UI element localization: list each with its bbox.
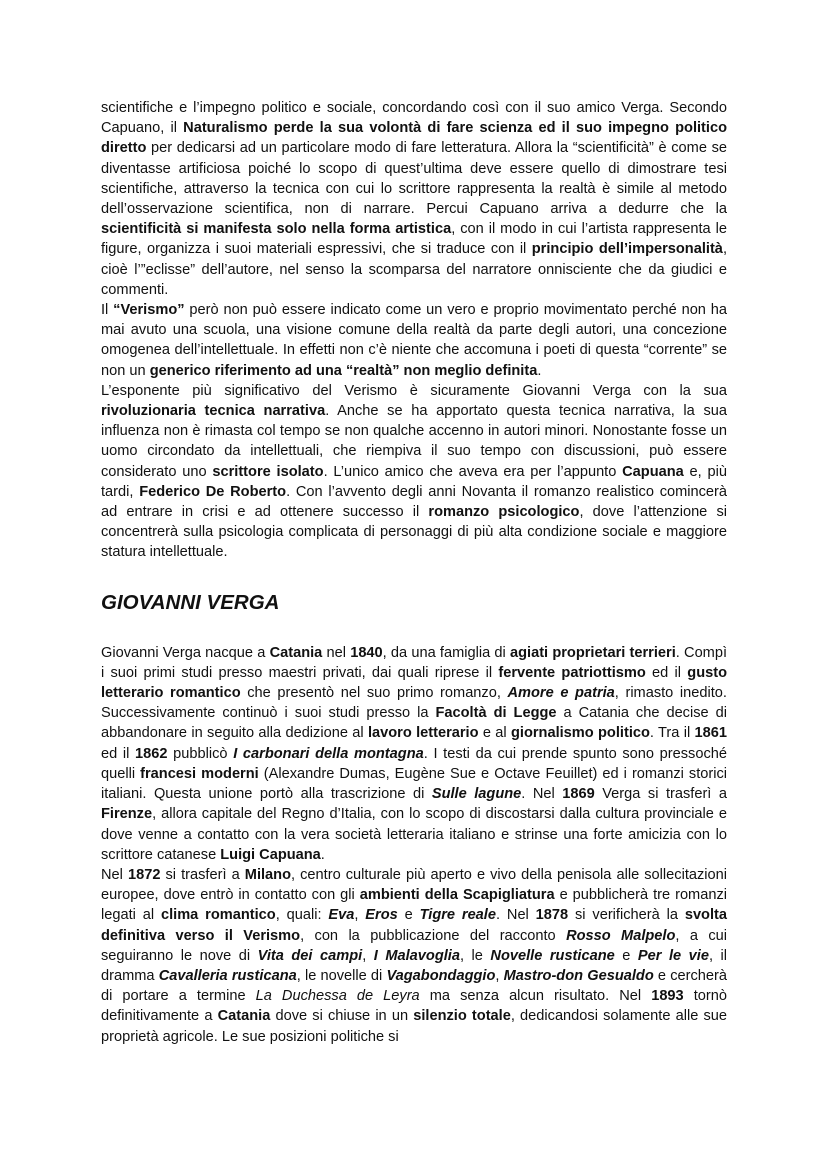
- paragraph: [101, 98, 727, 300]
- bold-italic-text: I carbonari della montagna: [233, 745, 424, 762]
- text-run: , con la pubblicazione del racconto: [300, 927, 567, 944]
- text-run: , dove l’attenzione si concentrerà sulla psicologia complicata di personaggi di più alta condizione sociale e maggiore statura intellettuale.: [101, 504, 727, 561]
- text-run: , allora capitale del Regno d’Italia, con lo scopo di discostarsi dalla cultura provinciale e dove venne a contatto con la vera società letteraria italiano e strinse una forte amicizia con lo scrittore catanese: [101, 806, 727, 863]
- bold-text: 1878: [535, 907, 569, 924]
- text-run: ,: [354, 907, 366, 924]
- text-run: nel: [322, 644, 351, 661]
- text-run: L’esponente più significativo del Verismo è sicuramente Giovanni Verga con la sua: [101, 382, 727, 399]
- document-body: [101, 98, 727, 1047]
- bold-text: 1840: [350, 644, 383, 661]
- bold-text: Milano: [244, 866, 291, 883]
- text-run: dove si chiuse in un: [270, 1008, 414, 1025]
- text-run: Verga si trasferì a: [594, 786, 727, 803]
- bold-italic-text: Rosso Malpelo: [566, 927, 676, 944]
- bold-text: francesi moderni: [140, 765, 259, 782]
- text-run: . Tra il: [649, 725, 695, 742]
- bold-italic-text: Vagabondaggio: [386, 967, 496, 984]
- bold-text: 1893: [651, 988, 684, 1005]
- bold-italic-text: Eva: [328, 907, 355, 924]
- bold-text: clima romantico: [160, 907, 276, 924]
- text-run: e: [614, 947, 638, 964]
- text-run: , a cui seguiranno le nove di: [101, 927, 727, 964]
- bold-text: ambienti della Scapigliatura: [359, 887, 555, 904]
- text-run: . Anche se ha apportato questa tecnica narrativa, la sua influenza non è rimasta col tempo se non qualche accenno in autori minori. Nonostante fosse un uomo circondato da intellettuali, che riempiva il suo tempo con discussioni, può essere considerato uno: [101, 403, 727, 480]
- text-run: però non può essere indicato come un vero e proprio movimentato perché non ha mai avuto una scuola, una visione comune della realtà da parte degli autori, una concezione omogenea dell’intellettuale. In effetti non c’è niente che accomuna i poeti di questa “corrente” se non un: [101, 302, 728, 379]
- bold-text: silenzio totale: [413, 1008, 511, 1025]
- text-run: . L’unico amico che aveva era per l’appunto: [323, 463, 623, 480]
- bold-italic-text: Cavalleria rusticana: [158, 967, 297, 984]
- bold-text: Luigi Capuana: [220, 846, 321, 863]
- paragraph: [101, 300, 727, 381]
- text-run: , le: [459, 947, 491, 964]
- bold-text: Facoltà di Legge: [435, 705, 557, 722]
- text-run: . I testi da cui prende spunto sono pressoché quelli: [101, 745, 728, 782]
- text-run: , centro culturale più aperto e vivo della penisola alle sollecitazioni europee, dove entrò in contatto con gli: [101, 866, 728, 904]
- bold-italic-text: Amore e patria: [507, 685, 615, 702]
- text-run: . Compì i suoi primi studi presso maestri privati, dai quali riprese il: [101, 644, 728, 681]
- text-run: ma senza alcun risultato. Nel: [419, 988, 652, 1005]
- text-run: , il dramma: [101, 947, 727, 984]
- bold-text: giornalismo politico: [510, 725, 650, 742]
- text-run: che presentò nel suo primo romanzo,: [240, 685, 508, 702]
- bold-italic-text: Mastro-don Gesualdo: [503, 967, 654, 984]
- bold-text: principio dell’impersonalità: [531, 241, 723, 258]
- paragraph: [101, 381, 727, 563]
- bold-italic-text: Eros: [365, 907, 398, 924]
- bold-italic-text: Sulle lagune: [431, 786, 522, 803]
- section-heading: GIOVANNI VERGA: [101, 590, 280, 614]
- text-run: si verificherà la: [568, 907, 685, 924]
- text-run: e pubblicherà tre romanzi legati al: [101, 887, 727, 924]
- bold-text: “Verismo”: [113, 302, 185, 319]
- bold-text: scientificità si manifesta solo nella forma artistica: [101, 221, 452, 238]
- bold-italic-text: Tigre reale: [419, 907, 496, 924]
- text-run: . Nel: [521, 786, 563, 803]
- text-run: per dedicarsi ad un particolare modo di fare letteratura. Allora la “scientificità” è come se diventasse artificiosa poiché lo scopo di quest’ultima deve essere quello di dimostrare tesi scientifiche, attraverso la tecnica con cui lo scrittore rappresenta la realtà è simile al metodo dell’osservazione scientifica, non di narrare. Percui Capuano arriva a dedurre che la: [101, 140, 727, 218]
- bold-text: lavoro letterario: [367, 725, 479, 742]
- text-run: e cercherà di portare a termine: [101, 967, 727, 1005]
- text-run: e: [397, 907, 420, 924]
- bold-text: 1861: [694, 725, 727, 742]
- intro-section: [101, 98, 727, 563]
- bold-text: 1862: [135, 745, 168, 762]
- bold-text: rivoluzionaria tecnica narrativa: [101, 403, 326, 420]
- bold-text: Naturalismo perde la sua volontà di fare scienza ed il suo impegno politico diretto: [101, 120, 727, 157]
- bold-text: Federico De Roberto: [139, 483, 287, 500]
- bold-text: gusto letterario romantico: [101, 664, 728, 702]
- bold-text: agiati proprietari terrieri: [510, 644, 676, 661]
- text-run: , le novelle di: [296, 967, 387, 984]
- text-run: .: [537, 362, 542, 379]
- bold-italic-text: Per le vie: [637, 947, 709, 964]
- bold-italic-text: I Malavoglia: [373, 947, 460, 964]
- text-run: Nel: [101, 866, 128, 883]
- text-run: tornò definitivamente a: [101, 988, 727, 1025]
- text-run: ,: [362, 947, 374, 964]
- text-run: , cioè l’”eclisse” dell’autore, nel senso la scomparsa del narratore onnisciente che da giudici e commenti.: [101, 241, 727, 298]
- text-run: , con il modo in cui l’artista rappresenta le figure, organizza i suoi materiali espressivi, che si traduce con il: [101, 221, 727, 258]
- text-run: scientifiche e l’impegno politico e sociale, concordando così con il suo amico Verga. Secondo Capuano, il: [101, 100, 727, 137]
- bold-text: Firenze: [101, 806, 153, 823]
- text-run: e al: [478, 725, 511, 742]
- bold-text: 1872: [127, 866, 161, 883]
- text-run: ed il: [645, 664, 688, 681]
- text-run: , quali:: [275, 907, 329, 924]
- text-run: Il: [101, 302, 114, 319]
- text-run: .: [320, 846, 325, 863]
- bold-text: 1869: [562, 786, 595, 803]
- paragraph: [101, 865, 727, 1047]
- text-run: , da una famiglia di: [382, 644, 510, 661]
- bold-text: svolta definitiva verso il Verismo: [101, 907, 728, 944]
- bold-italic-text: Vita dei campi: [257, 947, 363, 964]
- biography-section: [101, 643, 727, 1047]
- text-run: ed il: [101, 745, 136, 762]
- bold-text: fervente patriottismo: [498, 664, 646, 681]
- text-run: Giovanni Verga nacque a: [101, 644, 270, 661]
- text-run: pubblicò: [167, 745, 234, 762]
- text-run: . Con l’avvento degli anni Novanta il romanzo realistico comincerà ad entrare in crisi e ad ottenere successo il: [101, 483, 728, 521]
- bold-text: generico riferimento ad una “realtà” non meglio definita: [149, 362, 538, 379]
- bold-text: Catania: [269, 644, 323, 661]
- text-run: , dedicandosi solamente alle sue proprietà agricole. Le sue posizioni politiche si: [101, 1008, 728, 1045]
- bold-text: scrittore isolato: [212, 463, 324, 480]
- text-run: , rimasto inedito. Successivamente continuò i suoi studi presso la: [101, 685, 727, 722]
- italic-text: La Duchessa de Leyra: [255, 988, 420, 1005]
- text-run: a Catania che decise di abbandonare in seguito alla dedizione al: [101, 705, 727, 742]
- paragraph: [101, 643, 727, 865]
- bold-text: romanzo psicologico: [428, 504, 580, 521]
- bold-text: Capuana: [622, 463, 684, 480]
- text-run: . Nel: [495, 907, 536, 924]
- bold-text: Catania: [217, 1008, 271, 1025]
- text-run: ,: [495, 967, 504, 984]
- text-run: si trasferì a: [160, 866, 245, 883]
- bold-italic-text: Novelle rusticane: [490, 947, 615, 964]
- text-run: e, più tardi,: [101, 463, 727, 500]
- text-run: (Alexandre Dumas, Eugène Sue e Octave Feuillet) ed i romanzi storici italiani. Questa unione portò alla trascrizione di: [101, 765, 728, 803]
